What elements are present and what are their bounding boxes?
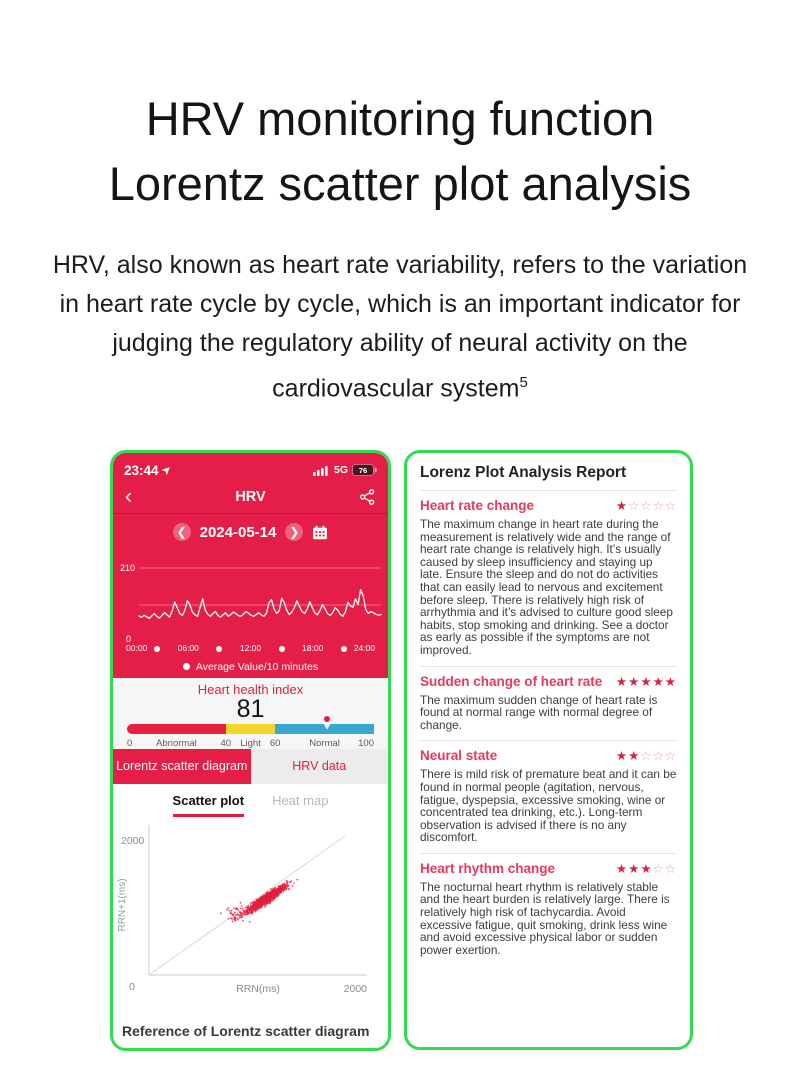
main-tab-bar bbox=[113, 749, 388, 784]
heart-rate-line bbox=[139, 589, 381, 618]
xaxis-dot-icon bbox=[154, 646, 160, 652]
page-title-line1: HRV monitoring function bbox=[145, 92, 655, 145]
gauge-zone-label: Abnormal bbox=[156, 737, 197, 749]
star-filled-icon: ★ bbox=[615, 861, 629, 876]
health-index-label: Heart health index bbox=[197, 681, 304, 697]
star-empty-icon: ☆ bbox=[640, 499, 653, 513]
yaxis-max-label: 210 bbox=[120, 562, 136, 573]
star-rating bbox=[616, 498, 677, 513]
report-section-title: Heart rhythm change bbox=[420, 860, 556, 876]
xaxis-tick-label: 18:00 bbox=[302, 642, 324, 653]
star-filled-icon: ★ bbox=[615, 499, 629, 513]
star-empty-icon: ☆ bbox=[664, 749, 677, 764]
star-filled-icon: ★ bbox=[615, 674, 629, 689]
star-filled-icon: ★ bbox=[640, 674, 653, 689]
star-filled-icon: ★ bbox=[652, 674, 665, 689]
report-section-title: Neural state bbox=[420, 748, 498, 764]
scatter-xlabel: RRN(ms) bbox=[236, 983, 280, 996]
scatter-xmin-label: 0 bbox=[129, 981, 135, 994]
heart-health-index-section bbox=[113, 678, 388, 749]
report-section-header bbox=[420, 748, 677, 763]
star-filled-icon: ★ bbox=[664, 674, 677, 689]
sub-tab-bar bbox=[113, 793, 388, 817]
report-section-title: Sudden change of heart rate bbox=[420, 673, 603, 689]
report-section-body: There is mild risk of premature beat and it can be found in normal people (agitation, nervous, fatigue, dyspepsia, excessive smoking, wine or concentrated tea drinking, etc.). Long-term observation is advised if there is no any discomfort. bbox=[420, 767, 677, 845]
network-type: 5G bbox=[333, 464, 348, 477]
star-empty-icon: ☆ bbox=[652, 861, 665, 876]
health-gauge bbox=[127, 724, 374, 734]
current-date: 2024-05-14 bbox=[199, 523, 277, 541]
gauge-marker-dot bbox=[324, 716, 330, 722]
star-empty-icon: ☆ bbox=[652, 749, 665, 764]
phone-caption: Reference of Lorentz scatter diagram bbox=[122, 1023, 370, 1040]
chart-legend bbox=[113, 656, 388, 678]
xaxis-tick-label: 06:00 bbox=[177, 642, 199, 653]
xaxis-tick-label: 12:00 bbox=[239, 642, 262, 653]
star-rating bbox=[616, 674, 677, 689]
tab-hrv-data[interactable]: HRV data bbox=[251, 749, 389, 784]
subtab-heat-map[interactable]: Heat map bbox=[272, 793, 329, 809]
xaxis-dot-icon bbox=[216, 646, 222, 652]
line-chart-svg bbox=[113, 551, 388, 643]
scatter-xmax-label: 2000 bbox=[343, 983, 367, 996]
xaxis-tick-label: 00:00 bbox=[126, 642, 148, 653]
battery-percent: 76 bbox=[358, 466, 368, 476]
gauge-zone-label: Light bbox=[240, 737, 261, 749]
star-empty-icon: ☆ bbox=[640, 749, 653, 764]
report-section-title: Heart rate change bbox=[420, 498, 535, 513]
star-filled-icon: ★ bbox=[628, 861, 641, 876]
status-bar bbox=[113, 453, 388, 481]
subtab-scatter-plot[interactable]: Scatter plot bbox=[173, 793, 245, 817]
star-filled-icon: ★ bbox=[628, 749, 641, 764]
star-empty-icon: ☆ bbox=[664, 861, 677, 876]
star-filled-icon: ★ bbox=[640, 861, 653, 876]
star-rating bbox=[616, 748, 677, 763]
report-section-header bbox=[420, 498, 677, 513]
page-title-line2: Lorentz scatter plot analysis bbox=[108, 157, 692, 210]
xaxis-dot-icon bbox=[279, 646, 285, 652]
share-icon[interactable] bbox=[358, 488, 376, 506]
report-section-body: The nocturnal heart rhythm is relatively stable and the heart burden is relatively large. There is relatively high risk of tachycardia. Avoid excessive fatigue, quit smoking, drink less wine and avoid excessive physical labor or sudden power exertion. bbox=[420, 879, 670, 957]
gauge-zone-label: Normal bbox=[309, 737, 340, 749]
report-section-body: The maximum sudden change of heart rate is found at normal range with normal degree of change. bbox=[420, 692, 658, 732]
yaxis-min-label: 0 bbox=[126, 633, 132, 643]
xaxis-labels bbox=[126, 643, 375, 656]
back-chevron-icon[interactable]: ‹ bbox=[125, 485, 132, 509]
star-empty-icon: ☆ bbox=[628, 499, 641, 513]
health-gauge-labels bbox=[127, 738, 374, 750]
report-section-header bbox=[420, 861, 677, 876]
scatter-ylabel: RRN+1(ms) bbox=[117, 878, 128, 932]
legend-label: Average Value/10 minutes bbox=[195, 660, 319, 673]
star-filled-icon: ★ bbox=[628, 674, 641, 689]
analysis-report-panel bbox=[404, 450, 693, 1050]
date-navigator bbox=[113, 514, 388, 550]
nav-bar bbox=[113, 481, 388, 514]
report-section bbox=[420, 741, 677, 854]
gauge-tick-label: 100 bbox=[358, 737, 374, 749]
screen-title: HRV bbox=[235, 488, 266, 505]
gauge-marker-pointer bbox=[323, 723, 331, 730]
gauge-marker-pin bbox=[322, 716, 332, 732]
gauge-segment-light bbox=[226, 724, 275, 734]
identity-diagonal-line bbox=[149, 836, 345, 975]
star-empty-icon: ☆ bbox=[664, 499, 677, 513]
phone-screenshot-panel bbox=[110, 450, 391, 1051]
gauge-tick-label: 40 bbox=[220, 737, 232, 749]
star-empty-icon: ☆ bbox=[652, 499, 665, 513]
gauge-segment-abnormal bbox=[127, 724, 226, 734]
legend-dot-icon bbox=[183, 663, 190, 670]
next-date-button[interactable]: ❯ bbox=[285, 523, 303, 541]
xaxis-tick-label: 24:00 bbox=[353, 642, 375, 653]
health-index-value: 81 bbox=[236, 694, 265, 723]
calendar-icon[interactable] bbox=[312, 525, 328, 540]
report-section bbox=[420, 491, 677, 667]
report-section-body: The maximum change in heart rate during the measurement is relatively wide and the range of heart rate change is relatively high. It’s usually caused by sleep insufficiency and staying up late. Ensure the sleep and do not do activities that can easily lead to nervous and excitement before sleep. There is relatively high risk of arrhythmia and it’s advised to culture good sleep habits, stop smoking and drinking. See a doctor as early as possible if the symptoms are not improved. bbox=[420, 517, 673, 657]
report-section bbox=[420, 854, 677, 966]
location-arrow-icon: ➤ bbox=[159, 463, 174, 478]
report-sections bbox=[420, 491, 677, 965]
page-title bbox=[0, 86, 800, 216]
battery-icon bbox=[352, 464, 377, 476]
gauge-tick-label: 60 bbox=[269, 737, 281, 749]
scatter-ymax-label: 2000 bbox=[121, 835, 145, 848]
prev-date-button[interactable]: ❮ bbox=[173, 523, 191, 541]
report-section-header bbox=[420, 674, 677, 689]
status-time: 23:44 bbox=[124, 462, 159, 478]
report-section bbox=[420, 667, 677, 742]
heart-rate-line-chart bbox=[113, 551, 388, 678]
lorentz-scatter-chart bbox=[113, 817, 391, 1023]
star-filled-icon: ★ bbox=[615, 749, 629, 764]
gauge-tick-label: 0 bbox=[127, 737, 133, 749]
report-title: Lorenz Plot Analysis Report bbox=[420, 461, 677, 491]
star-rating bbox=[616, 861, 677, 876]
xaxis-dot-icon bbox=[341, 646, 347, 652]
intro-paragraph: HRV, also known as heart rate variability, refers to the variation in heart rate cycle by cycle, which is an important indicator for judging the regulatory ability of neural activity on the cardiovascular system$^5$ bbox=[52, 251, 748, 403]
footnote-marker: 5 bbox=[519, 374, 528, 391]
scatter-content-area bbox=[113, 784, 388, 1048]
tab-lorentz-scatter-diagram[interactable]: Lorentz scatter diagram bbox=[113, 749, 251, 784]
signal-bars-icon bbox=[313, 465, 330, 476]
